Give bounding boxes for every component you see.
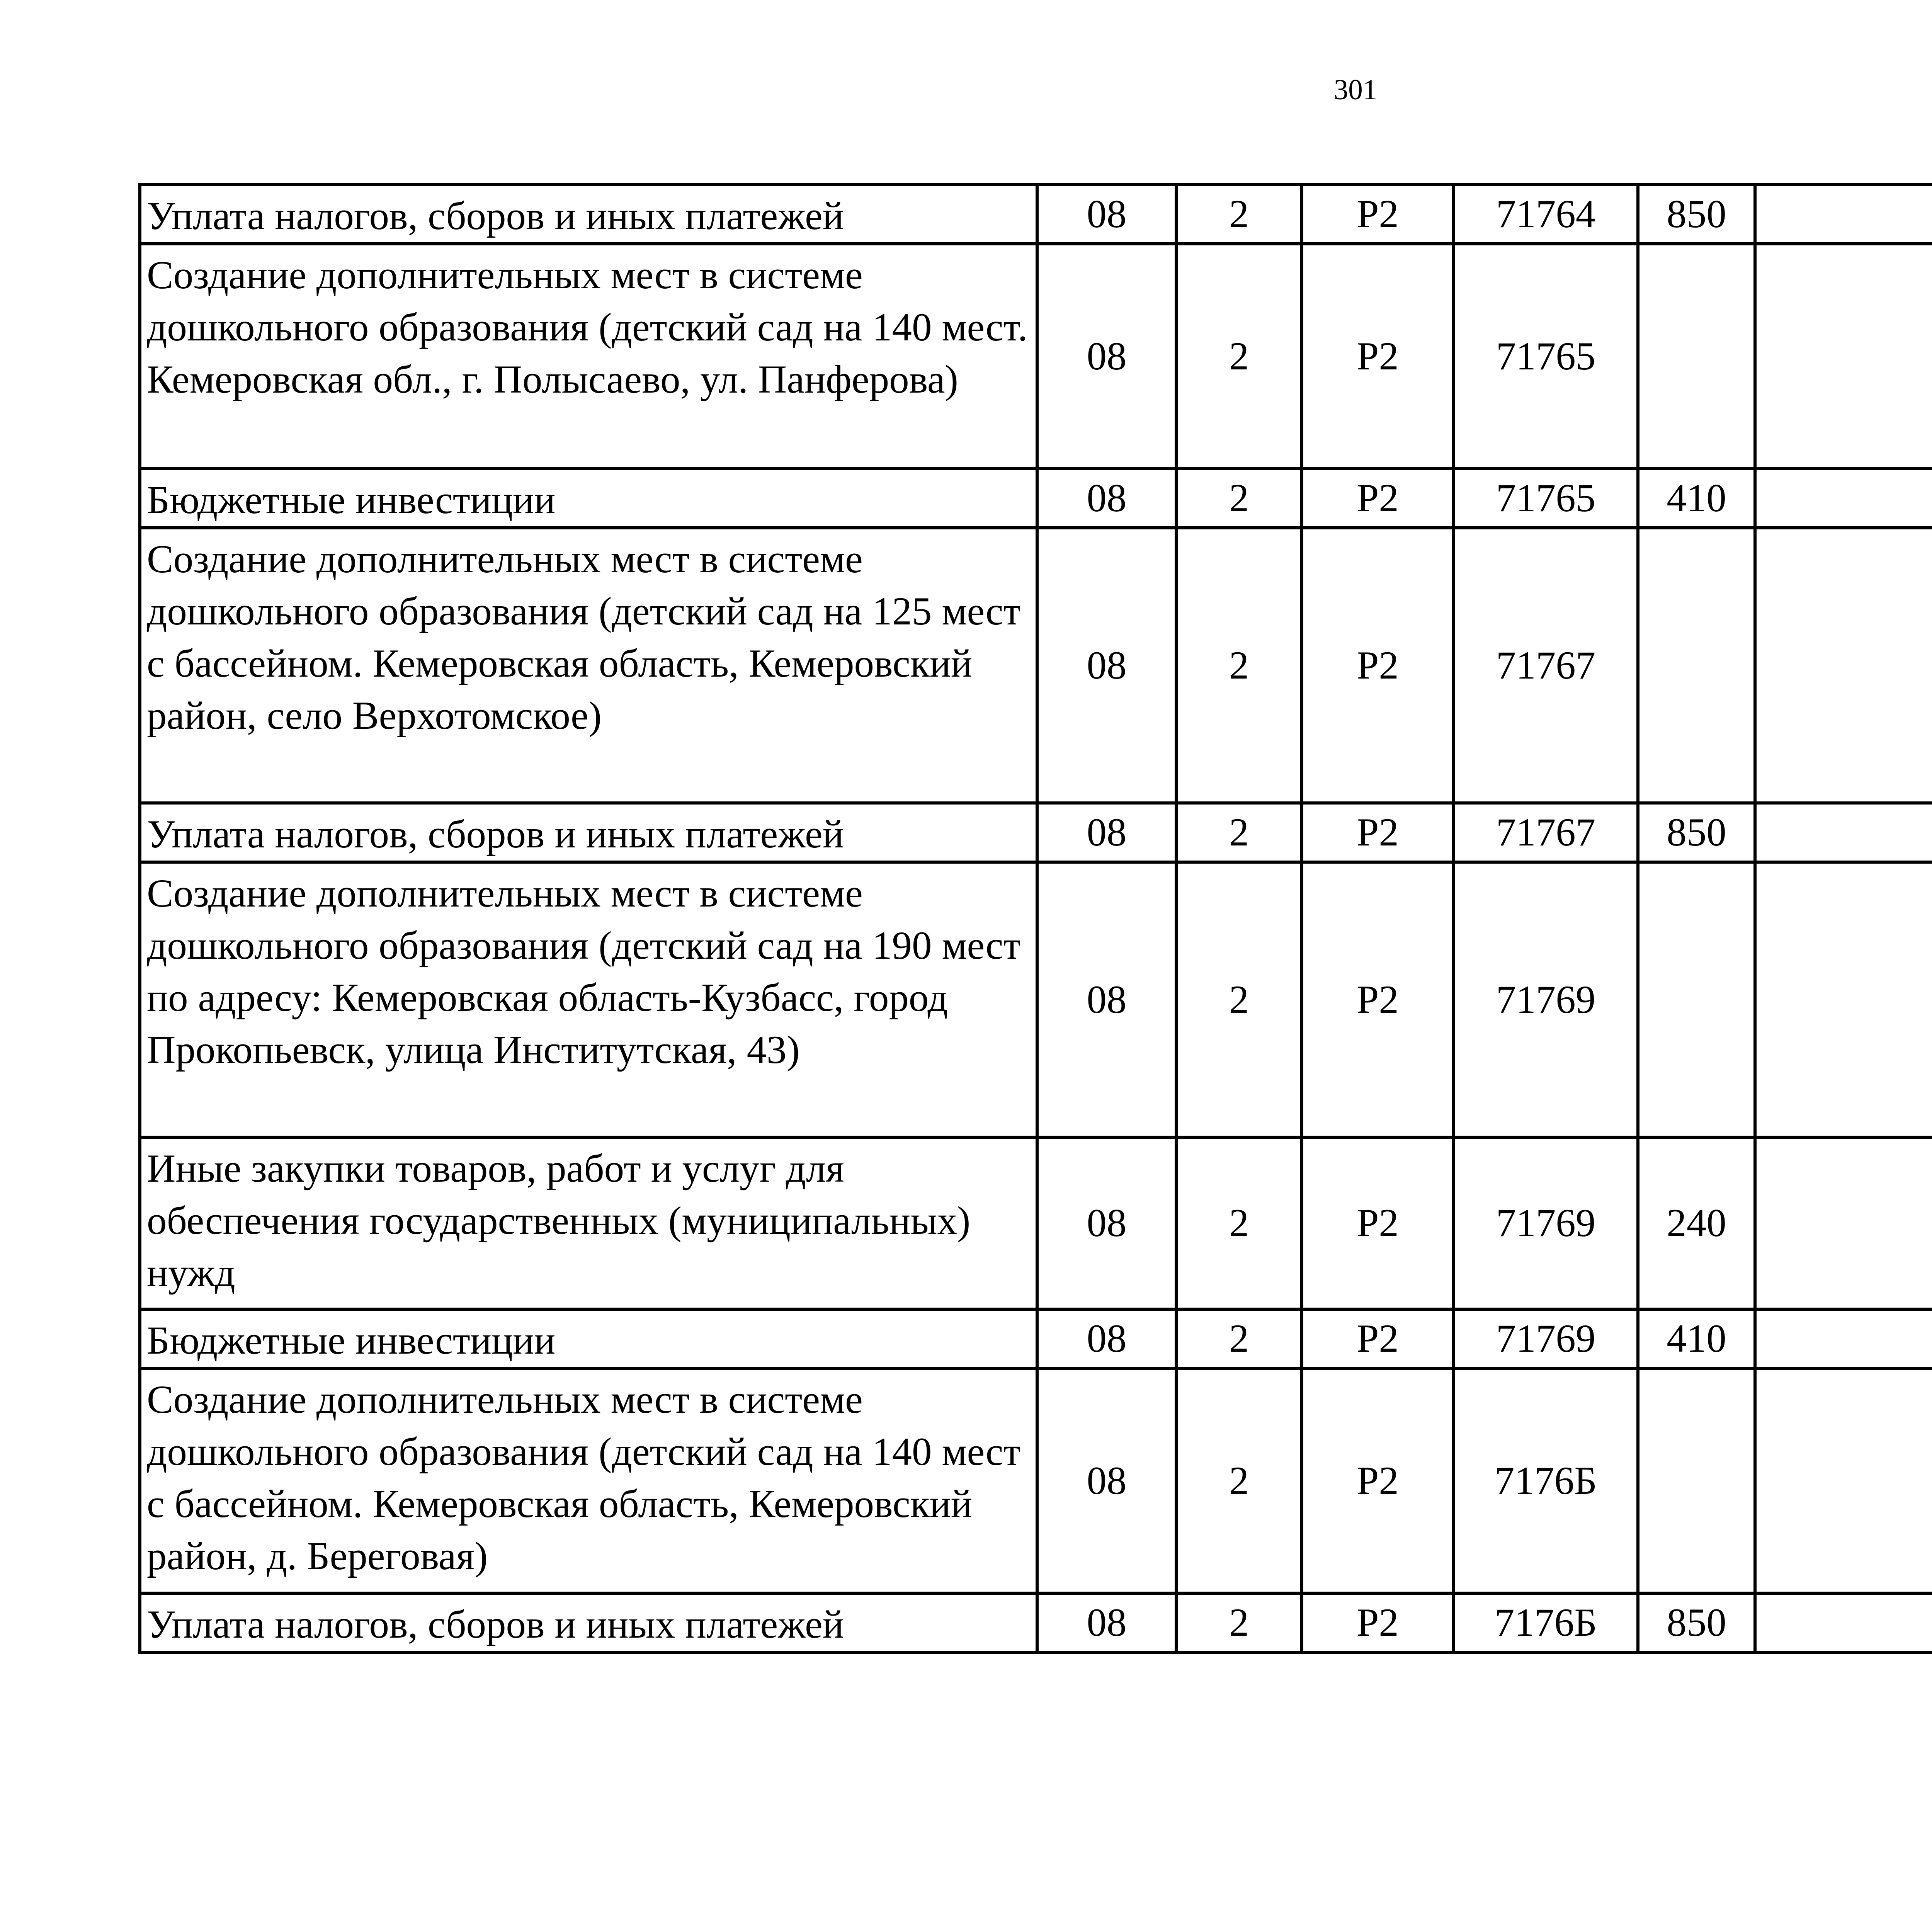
cell-target-code: 71764 bbox=[1454, 185, 1638, 244]
budget-table bbox=[138, 183, 1932, 1654]
cell-section: 08 bbox=[1037, 1137, 1176, 1309]
cell-target-code: 71769 bbox=[1454, 862, 1638, 1137]
cell-expense-type: 850 bbox=[1638, 803, 1755, 862]
cell-target-code: 71769 bbox=[1454, 1137, 1638, 1309]
row-name: Иные закупки товаров, работ и услуг для обеспечения государственных (муниципальных) нужд bbox=[140, 1137, 1037, 1309]
cell-target-code: 71767 bbox=[1454, 803, 1638, 862]
row-name: Создание дополнительных мест в системе дошкольного образования (детский сад на 140 мест с бассейном. Кемеровская область, Кемеровский район, д. Береговая) bbox=[140, 1368, 1037, 1593]
cell-section: 08 bbox=[1037, 1593, 1176, 1652]
cell-target-code: 7176Б bbox=[1454, 1593, 1638, 1652]
cell-expense-type bbox=[1638, 1368, 1755, 1593]
cell-expense-type: 850 bbox=[1638, 1593, 1755, 1652]
cell-subsection: 2 bbox=[1176, 1593, 1302, 1652]
cell-subsection: 2 bbox=[1176, 1368, 1302, 1593]
cell-subsection: 2 bbox=[1176, 469, 1302, 528]
cell-amount bbox=[1755, 1368, 1932, 1593]
cell-amount bbox=[1755, 244, 1932, 469]
cell-amount bbox=[1755, 528, 1932, 803]
cell-expense-type: 850 bbox=[1638, 185, 1755, 244]
table-row bbox=[140, 185, 1932, 244]
table-row bbox=[140, 1368, 1932, 1593]
cell-subsection: 2 bbox=[1176, 244, 1302, 469]
cell-subsection: 2 bbox=[1176, 1309, 1302, 1368]
cell-target-code: 71769 bbox=[1454, 1309, 1638, 1368]
row-name: Уплата налогов, сборов и иных платежей bbox=[140, 185, 1037, 244]
cell-amount bbox=[1755, 862, 1932, 1137]
cell-amount bbox=[1755, 185, 1932, 244]
row-name: Создание дополнительных мест в системе дошкольного образования (детский сад на 125 мест с бассейном. Кемеровская область, Кемеровский район, село Верхотомское) bbox=[140, 528, 1037, 803]
table-row bbox=[140, 469, 1932, 528]
cell-section: 08 bbox=[1037, 803, 1176, 862]
table-row bbox=[140, 1593, 1932, 1652]
cell-expense-type: 410 bbox=[1638, 1309, 1755, 1368]
cell-subsection: 2 bbox=[1176, 803, 1302, 862]
row-name: Бюджетные инвестиции bbox=[140, 469, 1037, 528]
cell-program: Р2 bbox=[1302, 1368, 1454, 1593]
cell-expense-type: 410 bbox=[1638, 469, 1755, 528]
table-row bbox=[140, 244, 1932, 469]
cell-expense-type: 240 bbox=[1638, 1137, 1755, 1309]
cell-program: Р2 bbox=[1302, 862, 1454, 1137]
cell-target-code: 71765 bbox=[1454, 469, 1638, 528]
cell-expense-type bbox=[1638, 862, 1755, 1137]
cell-expense-type bbox=[1638, 528, 1755, 803]
cell-subsection: 2 bbox=[1176, 185, 1302, 244]
row-name: Уплата налогов, сборов и иных платежей bbox=[140, 1593, 1037, 1652]
cell-section: 08 bbox=[1037, 244, 1176, 469]
cell-target-code: 71765 bbox=[1454, 244, 1638, 469]
cell-amount bbox=[1755, 803, 1932, 862]
cell-target-code: 71767 bbox=[1454, 528, 1638, 803]
cell-amount bbox=[1755, 1137, 1932, 1309]
cell-program: Р2 bbox=[1302, 244, 1454, 469]
cell-program: Р2 bbox=[1302, 1309, 1454, 1368]
cell-section: 08 bbox=[1037, 528, 1176, 803]
cell-expense-type bbox=[1638, 244, 1755, 469]
cell-amount bbox=[1755, 469, 1932, 528]
cell-subsection: 2 bbox=[1176, 528, 1302, 803]
cell-program: Р2 bbox=[1302, 469, 1454, 528]
cell-section: 08 bbox=[1037, 1368, 1176, 1593]
row-name: Создание дополнительных мест в системе дошкольного образования (детский сад на 140 мест. Кемеровская обл., г. Полысаево, ул. Панферова) bbox=[140, 244, 1037, 469]
table-row bbox=[140, 862, 1932, 1137]
cell-program: Р2 bbox=[1302, 528, 1454, 803]
cell-subsection: 2 bbox=[1176, 1137, 1302, 1309]
cell-target-code: 7176Б bbox=[1454, 1368, 1638, 1593]
page-number: 301 bbox=[1333, 74, 1378, 106]
cell-program: Р2 bbox=[1302, 1137, 1454, 1309]
cell-section: 08 bbox=[1037, 185, 1176, 244]
cell-program: Р2 bbox=[1302, 803, 1454, 862]
cell-section: 08 bbox=[1037, 469, 1176, 528]
table-row bbox=[140, 528, 1932, 803]
cell-program: Р2 bbox=[1302, 185, 1454, 244]
cell-section: 08 bbox=[1037, 862, 1176, 1137]
table-row bbox=[140, 1309, 1932, 1368]
cell-subsection: 2 bbox=[1176, 862, 1302, 1137]
row-name: Бюджетные инвестиции bbox=[140, 1309, 1037, 1368]
cell-amount bbox=[1755, 1593, 1932, 1652]
row-name: Уплата налогов, сборов и иных платежей bbox=[140, 803, 1037, 862]
row-name: Создание дополнительных мест в системе дошкольного образования (детский сад на 190 мест по адресу: Кемеровская область-Кузбасс, город Прокопьевск, улица Институтская, 43) bbox=[140, 862, 1037, 1137]
cell-section: 08 bbox=[1037, 1309, 1176, 1368]
table-row bbox=[140, 803, 1932, 862]
cell-program: Р2 bbox=[1302, 1593, 1454, 1652]
table-row bbox=[140, 1137, 1932, 1309]
cell-amount bbox=[1755, 1309, 1932, 1368]
